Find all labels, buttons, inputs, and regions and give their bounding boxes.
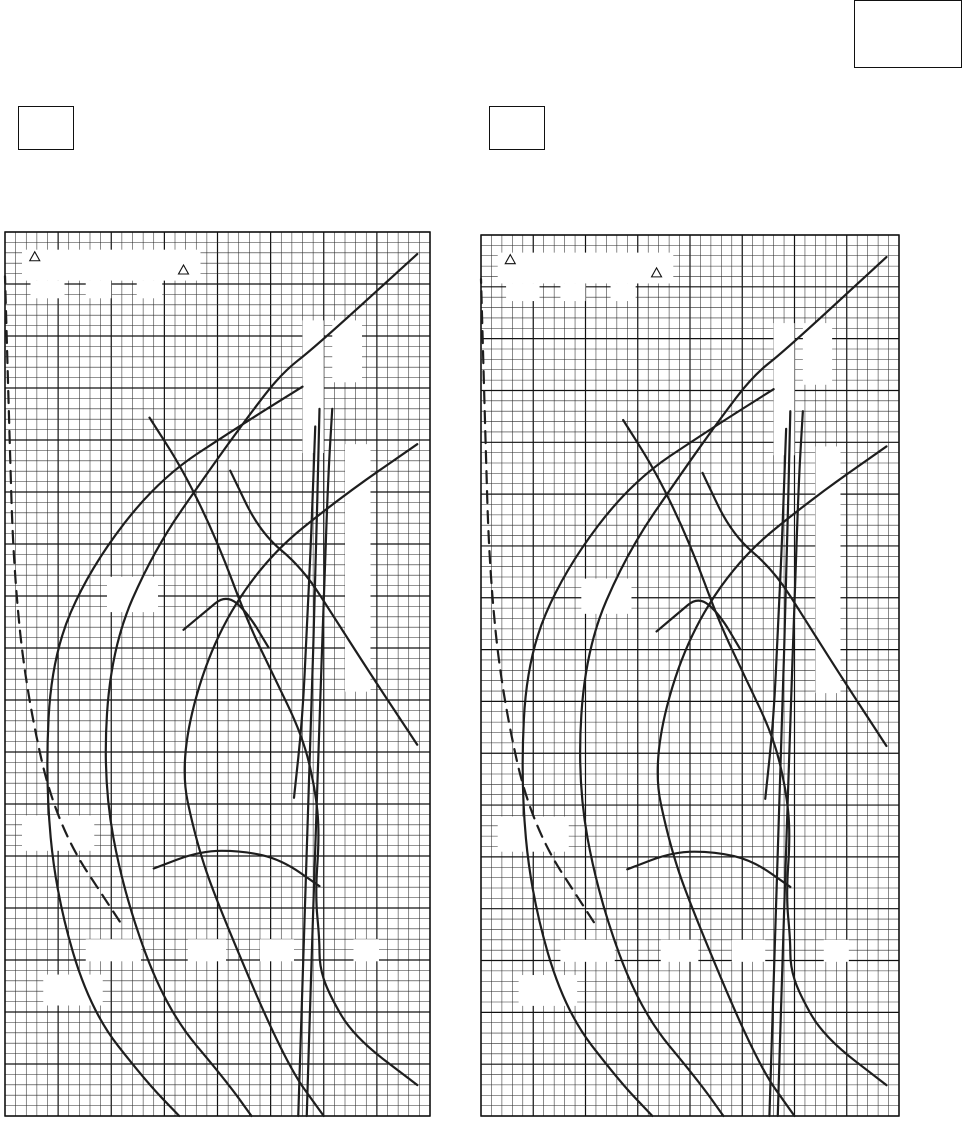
blank-label [824,940,849,962]
blank-label [86,939,141,961]
blank-label [611,283,636,301]
blank-label [188,939,226,961]
blank-label [86,281,112,299]
blank-label [107,577,158,612]
blank-label [661,940,699,962]
blank-label [22,815,94,850]
chart-panel-2 [481,235,899,1116]
blank-label [498,253,674,284]
blank-label [581,579,631,614]
blank-label [43,975,103,1006]
blank-label [732,940,765,962]
blank-label [354,939,380,961]
blank-label [31,281,65,299]
chart-panel-1 [5,232,430,1116]
blank-label [560,283,585,301]
blank-label [137,281,163,299]
blank-label [498,816,569,851]
blank-label [506,283,539,301]
blank-label [803,323,832,385]
blank-label [260,939,294,961]
blank-label [332,320,362,382]
blank-label [22,250,201,281]
blank-label [560,940,614,962]
blank-label [519,975,578,1006]
